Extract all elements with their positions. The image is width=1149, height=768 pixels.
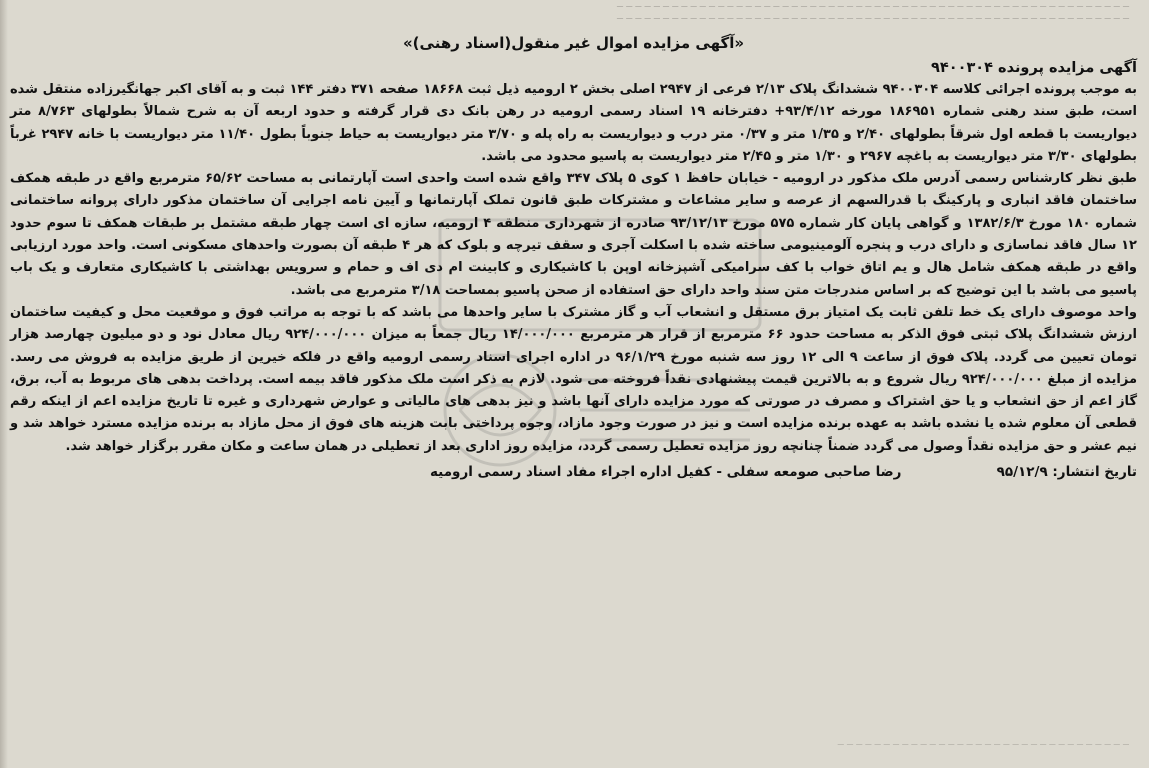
- notice-body: [10, 32, 1137, 762]
- paragraph-auction-terms: واحد موصوف دارای یک خط تلفن ثابت یک امتیاز برق مستقل و انشعاب آب و گاز مشترک با سایر واحدها می باشد که با توجه به مراتب فوق و موقعیت محل و کیفیت ساختمان ارزش ششدانگ پلاک ثبتی فوق الذکر به مساحت حدود ۶۶ مترمربع از قرار هر مترمربع ۱۴/۰۰۰/۰۰۰ ریال جمعاً به میزان ۹۲۴/۰۰۰/۰۰۰ ریال معادل نود و دو میلیون چهارصد هزار تومان تعیین می گردد. پلاک فوق از ساعت ۹ الی ۱۲ روز سه شنبه مورخ ۹۶/۱/۲۹ در اداره اجرای اسناد رسمی ارومیه واقع در فلکه خیرین از طریق مزایده به فروش می رسد. مزایده از مبلغ ۹۲۴/۰۰۰/۰۰۰ ریال شروع و به بالاترین قیمت پیشنهادی نقداً فروخته می شود. لازم به ذکر است ملک مذکور فاقد بیمه است. پرداخت بدهی های مربوط به آب، برق، گاز اعم از حق انشعاب و یا حق اشتراک و مصرف در صورتی که مورد مزایده دارای آنها باشد و نیز بدهی های مالیاتی و عوارض شهرداری و غیره تا تاریخ مزایده اعم از اینکه رقم قطعی آن معلوم شده یا نشده باشد به عهده برنده مزایده است و نیز در صورت وجود مازاد، وجوه پرداختی بابت هزینه های فوق از محل مازاد به برنده مزایده مسترد خواهد شد و نیم عشر و حق مزایده نقداً وصول می گردد ضمناً چنانچه روز مزایده تعطیل رسمی گردد، مزایده روز اداری بعد از تعطیلی در همان ساعت و مکان مقرر برگزار خواهد شد.: [10, 304, 1138, 454]
- file-number: آگهی مزایده پرونده ۹۴۰۰۳۰۴: [931, 60, 1137, 76]
- paragraph-property-description: به موجب پرونده اجرائی کلاسه ۹۴۰۰۳۰۴ ششدانگ پلاک ۲/۱۳ فرعی از ۲۹۴۷ اصلی بخش ۲ ارومیه ذیل ثبت ۱۸۶۶۸ صفحه ۳۷۱ دفتر ۱۴۴ ثبت و به آقای اکبر جهانگیرزاده منتقل شده است، طبق سند رهنی شماره ۱۸۶۹۵۱ مورخه ۹۳/۴/۱۲+ دفترخانه ۱۹ اسناد رسمی ارومیه در رهن بانک دی قرار گرفته و حدود اربعه آن به شرح شمالاً بطولهای ۸/۷۶۳ متر دیواریست با قطعه اول شرقاً بطولهای ۲/۴۰ و ۱/۳۵ متر و ۰/۳۷ متر درب و دیواریست به راه پله و ۳/۷۰ متر دیواریست به حیاط جنوباً بطول ۱۱/۴۰ متر دیواریست با خانه ۲۹۴۷ غرباً بطولهای ۳/۳۰ متر دیواریست به باغچه ۲۹۶۷ و ۱/۳۰ متر و ۲/۴۵ متر دیواریست به پاسیو محدود می باشد.: [10, 82, 1138, 164]
- show-through-text-bottom: ─ ─ ─ ─ ─ ─ ─ ─ ─ ─ ─ ─ ─ ─ ─ ─ ─ ─ ─ ─ ─ ─ ─ ─ ─ ─ ─ ─ ─ ─ ─ ─: [837, 740, 1129, 751]
- page-shadow-edge: [0, 0, 8, 768]
- paragraph-expert-assessment: طبق نظر کارشناس رسمی آدرس ملک مذکور در ارومیه - خیابان حافظ ۱ کوی ۵ پلاک ۳۴۷ واقع شده است واحدی است آپارتمانی به مساحت ۶۵/۶۲ مترمربع واقع در طبقه همکف ساختمان فاقد انباری و پارکینگ با قدرالسهم از عرصه و سایر مشاعات و مشترکات طبق قانون تملک آپارتمانها و آیین نامه اجرایی آن ساختمان مذکور دارای پروانه ساختمانی شماره ۱۸۰ مورخ ۱۳۸۲/۶/۳ و گواهی پایان کار شماره ۵۷۵ مورخ ۹۳/۱۲/۱۳ صادره از شهرداری منطقه ۴ ارومیه، سازه ای است چهار طبقه مشتمل بر طبقات همکف تا سوم حدود ۱۲ سال فاقد نماسازی و دارای درب و پنجره آلومینیومی ساخته شده با اسکلت آجری و سقف تیرچه و بلوک که هر ۴ طبقه آن بصورت واحدهای مسکونی است. واحد مورد ارزیابی واقع در طبقه همکف شامل هال و یم اتاق خواب با کف سرامیکی آشپزخانه اوپن با کاشیکاری و کابینت ام دی اف و حمام و سرویس بهداشتی با کاشیکاری متعارف و یک باب پاسیو می باشد با این توضیح که بر اساس مندرجات متن سند واحد دارای حق استفاده از صحن پاسیو بمساحت ۳/۱۸ مترمربع می باشد.: [10, 171, 1138, 298]
- notice-title: «آگهی مزایده اموال غیر منقول(اسناد رهنی)»: [402, 34, 745, 52]
- notice-footer: [10, 460, 1137, 484]
- signer-line: رضا صاحبی صومعه سفلی - کفیل اداره اجراء مفاد اسناد رسمی ارومیه: [430, 464, 902, 481]
- publish-date: تاریخ انتشار: ۹۵/۱۲/۹: [996, 464, 1137, 481]
- show-through-text-top: ─ ─ ─ ─ ─ ─ ─ ─ ─ ─ ─ ─ ─ ─ ─ ─ ─ ─ ─ ─ ─ ─ ─ ─ ─ ─ ─ ─ ─ ─ ─ ─ ─ ─ ─ ─ ─ ─ ─ ─ ─ ─ ─ ─ ─ ─ ─ ─ ─ ─ ─ ─ ─ ─ ─ ─ ─ ─ ─ ─ ─ ─ ─ ─ ─ ─ ─ ─ ─ ─ ─ ─ ─ ─ ─ ─ ─ ─ ─ ─ ─ ─ ─ ─ ─ ─ ─ ─ ─ ─ ─ ─ ─ ─ ─ ─ ─ ─ ─ ─ ─ ─ ─ ─ ─ ─ ─ ─ ─ ─ ─ ─: [617, 2, 1129, 25]
